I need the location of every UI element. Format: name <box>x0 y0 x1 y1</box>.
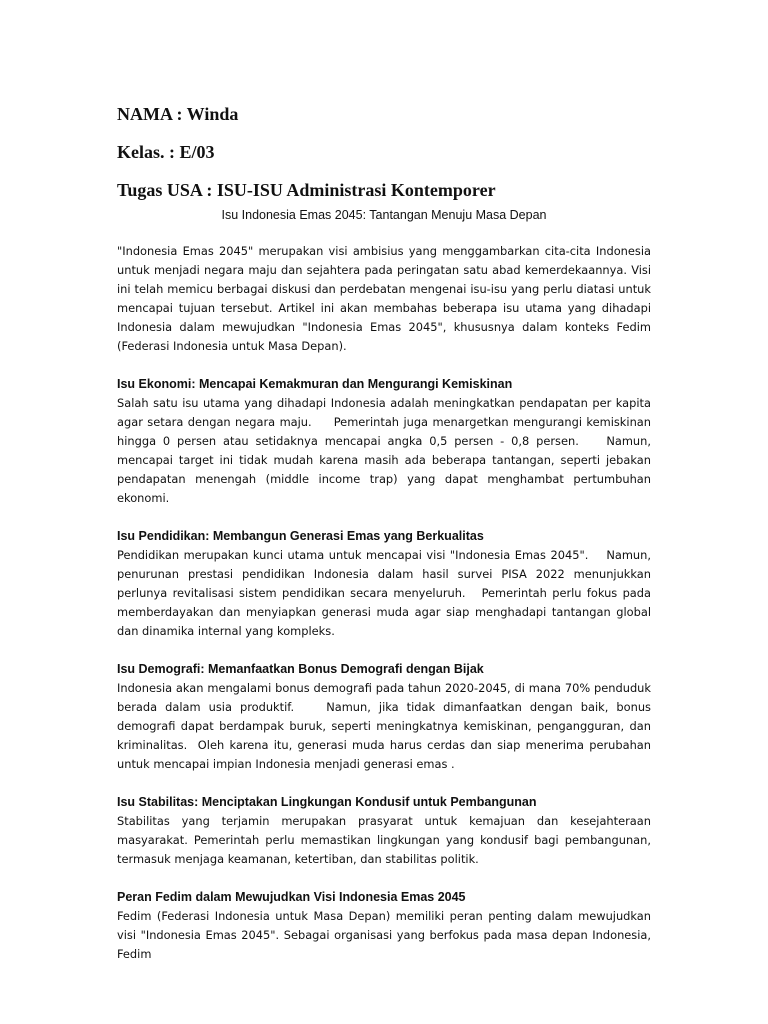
assignment-title: Tugas USA : ISU-ISU Administrasi Kontemporer <box>117 180 496 200</box>
section-body: Salah satu isu utama yang dihadapi Indonesia adalah meningkatkan pendapatan per kapita agar setara dengan negara maju. Pemerintah juga menargetkan mengurangi kemiskinan hingga 0 persen atau setidaknya mencapai angka 0,5 persen - 0,8 persen. Namun, mencapai target ini tidak mudah karena masih ada beberapa tantangan, seperti jebakan pendapatan menengah (middle income trap) yang dapat menghambat pertumbuhan ekonomi. <box>117 396 655 505</box>
section-stability <box>117 793 655 869</box>
intro-paragraph: "Indonesia Emas 2045" merupakan visi ambisius yang menggambarkan cita-cita Indonesia untuk menjadi negara maju dan sejahtera pada peringatan satu abad kemerdekaannya. Visi ini telah memicu berbagai diskusi dan perdebatan mengenai isu-isu yang perlu diatasi untuk mencapai tujuan tersebut. Artikel ini akan membahas beberapa isu utama yang dihadapi Indonesia dalam mewujudkan "Indonesia Emas 2045", khususnya dalam konteks Fedim (Federasi Indonesia untuk Masa Depan). <box>117 244 655 353</box>
document-content <box>117 103 655 964</box>
section-body: Stabilitas yang terjamin merupakan prasyarat untuk kemajuan dan kesejahteraan masyarakat. Pemerintah perlu memastikan lingkungan yang kondusif bagi pembangunan, termasuk menjaga keamanan, ketertiban, dan stabilitas politik. <box>117 814 655 866</box>
section-economy <box>117 375 655 508</box>
student-name: NAMA : Winda <box>117 104 239 124</box>
section-heading: Isu Stabilitas: Menciptakan Lingkungan Kondusif untuk Pembangunan <box>117 795 537 809</box>
section-fedim <box>117 888 655 964</box>
section-heading: Peran Fedim dalam Mewujudkan Visi Indonesia Emas 2045 <box>117 890 466 904</box>
section-heading: Isu Pendidikan: Membangun Generasi Emas yang Berkualitas <box>117 529 484 543</box>
section-body: Indonesia akan mengalami bonus demografi pada tahun 2020-2045, di mana 70% penduduk berada dalam usia produktif. Namun, jika tidak dimanfaatkan dengan baik, bonus demografi dapat berdampak buruk, seperti meningkatnya kemiskinan, pengangguran, dan kriminalitas. Oleh karena itu, generasi muda harus cerdas dan siap menerima perubahan untuk mencapai impian Indonesia menjadi generasi emas . <box>117 681 655 771</box>
section-heading: Isu Demografi: Memanfaatkan Bonus Demografi dengan Bijak <box>117 662 484 676</box>
document-title: Isu Indonesia Emas 2045: Tantangan Menuju Masa Depan <box>221 208 547 222</box>
section-demography <box>117 660 655 774</box>
section-education <box>117 527 655 641</box>
section-body: Pendidikan merupakan kunci utama untuk mencapai visi "Indonesia Emas 2045". Namun, penurunan prestasi pendidikan Indonesia dalam hasil survei PISA 2022 menunjukkan perlunya revitalisasi sistem pendidikan secara menyeluruh. Pemerintah perlu fokus pada memberdayakan dan menyiapkan generasi muda agar siap menghadapi tantangan global dan dinamika internal yang kompleks. <box>117 548 655 638</box>
section-body: Fedim (Federasi Indonesia untuk Masa Depan) memiliki peran penting dalam mewujudkan visi "Indonesia Emas 2045". Sebagai organisasi yang berfokus pada masa depan Indonesia, Fedim <box>117 909 655 961</box>
student-class: Kelas. : E/03 <box>117 142 215 162</box>
section-heading: Isu Ekonomi: Mencapai Kemakmuran dan Mengurangi Kemiskinan <box>117 377 513 391</box>
